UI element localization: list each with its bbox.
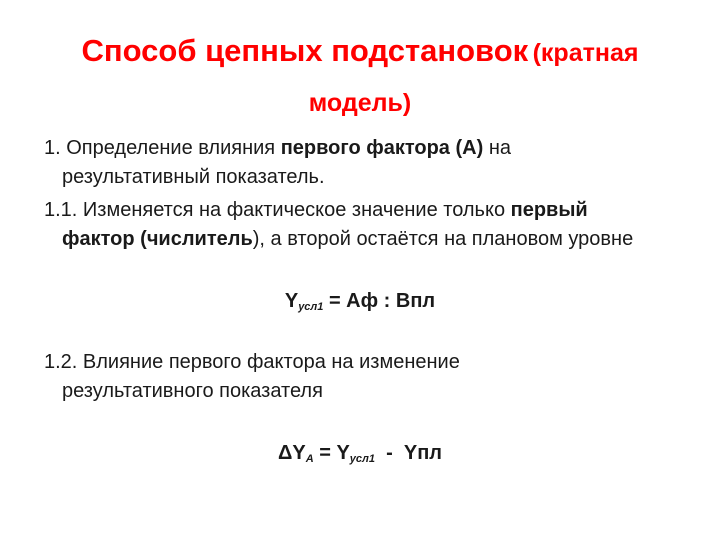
formula2-rhs: - Yпл	[375, 442, 443, 464]
formula1-y-sub: усл1	[298, 301, 324, 313]
paragraph-1	[44, 134, 694, 192]
formula1-y: Y	[284, 290, 299, 312]
formula-delta-ya	[0, 442, 720, 465]
title-sub: (кратная модель)	[308, 39, 639, 117]
p1-line2: результативный показатель.	[62, 166, 325, 188]
p2-line2-bold: фактор (числитель	[62, 228, 253, 250]
formula2-delta-sub: А	[305, 453, 314, 465]
p3-line1: 1.2. Влияние первого фактора на изменение	[44, 351, 460, 373]
slide-title	[40, 28, 680, 130]
formula-y-usl1	[0, 290, 720, 313]
p2-line1-bold: первый	[510, 199, 588, 221]
p2-line2	[44, 225, 694, 254]
formula2-delta-y: ΔY	[277, 442, 306, 464]
formula2-eq: = Y	[313, 442, 350, 464]
formula1-rhs: = Аф : Впл	[323, 290, 436, 312]
p3-line2: результативного показателя	[62, 380, 323, 402]
p1-prefix: 1. Определение влияния	[44, 137, 281, 159]
paragraph-2	[44, 196, 694, 254]
formula2-y-sub: усл1	[349, 453, 375, 465]
title-main: Способ цепных подстановок	[81, 33, 529, 68]
p2-line2-plain: ), а второй остаётся на плановом уровне	[252, 228, 634, 250]
p1-bold: первого фактора (А)	[280, 137, 484, 159]
p1-suffix: на	[483, 137, 511, 159]
paragraph-3	[44, 348, 694, 406]
p2-line1-plain: 1.1. Изменяется на фактическое значение только	[44, 199, 511, 221]
